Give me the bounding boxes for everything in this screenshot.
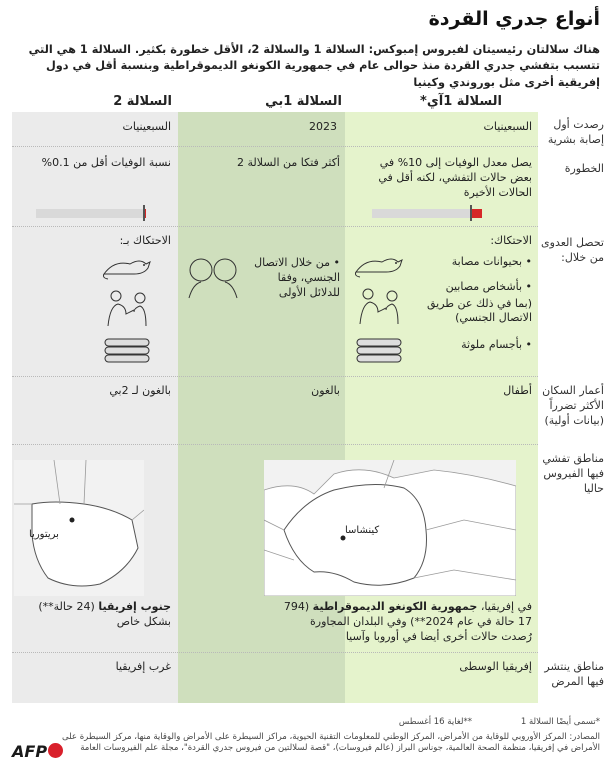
clade2-fatality-bar: [36, 209, 146, 218]
outbreak-prefix: في إفريقيا،: [477, 600, 532, 613]
outbreak-line2: بشكل خاص: [116, 614, 171, 628]
row-separator: [12, 444, 538, 445]
outbreak-other-regions: رُصدت حالات أخرى أيضا في أوروبا وآسيا: [345, 629, 532, 643]
outbreak-country: جنوب إفريقيا: [98, 600, 171, 613]
transmission-item-animals: • بحيوانات مصابة: [451, 254, 532, 268]
footnote-clade1: *تسمى أيضًا السلالة 1: [520, 717, 600, 727]
clade1a-ages: أطفال: [503, 384, 532, 397]
clade1b-first-case: 2023: [309, 120, 337, 133]
clade1a-fatality-cap: [470, 205, 472, 221]
outbreak-country: جمهورية الكونغو الديموقراطية: [312, 600, 478, 613]
clade2-transmission-heading: الاحتكاك بـ:: [119, 234, 171, 247]
clade1a-endemic: إفريقيا الوسطى: [459, 660, 532, 673]
row-label-endemic: مناطق ينتشر فيها المرض: [544, 660, 604, 688]
column-header-clade1a: السلالة 1آي*: [420, 94, 502, 109]
rodent-icon: [100, 252, 154, 286]
drc-map: [264, 460, 516, 596]
transmission-item-people: • بأشخاص مصابين: [445, 279, 532, 293]
row-label-transmission: تحصل العدوى من خلال:: [541, 236, 604, 264]
row-separator: [12, 376, 538, 377]
clade2-severity: نسبة الوفيات أقل من 0.1%: [41, 156, 171, 169]
outbreak-rest: (794 17 حالة في عام 2024**) وفي البلدان المجاورة: [283, 600, 532, 628]
clade1b-ages: بالغون: [311, 384, 340, 397]
row-label-severity: الخطورة: [564, 162, 604, 175]
transmission-heading: الاحتكاك:: [490, 234, 532, 247]
sources: المصادر: المركز الأوروبي للوقاية من الأمراض، المركز الوطني للمعلومات التقنية الحيوية، مراكز السيطرة على الأمراض والوقاية منها، مركز السيطرة على الأمراض في إفريقيا، منظمة الصحة العالمية، جوناس البراز (عالم فيروسات)، "قصة لسلالتين من فيروس جدري القردة"، مجلة علم الفيروسات العامة: [62, 732, 600, 754]
transmission-item-objects: • بأجسام ملوثة: [461, 338, 532, 352]
outbreak-rest: (24 حالة**): [38, 600, 99, 613]
clade2-fatality-cap: [143, 205, 145, 221]
row-label-ages: أعمار السكان الأكثر تضرراً (بيانات أولية): [542, 384, 604, 427]
afp-logo-text: AFP: [12, 742, 48, 761]
clade1a-fatality-bar: [372, 209, 482, 218]
row-label-first-case: رصدت أول إصابة بشرية: [547, 118, 604, 146]
afp-logo: [12, 742, 63, 761]
row-label-outbreak: مناطق تفشي فيها الفيروس حاليا: [542, 452, 604, 495]
towels-icon: [354, 336, 404, 370]
afp-logo-dot: [48, 743, 63, 758]
row-separator: [12, 652, 538, 653]
clade2-ages: بالغون لـ 2بي: [109, 384, 171, 397]
row-separator: [12, 226, 538, 227]
clade1b-severity: أكثر فتكا من السلالة 2: [237, 156, 340, 169]
sexual-contact-icon: [185, 254, 241, 304]
intro-text: هناك سلالتان رئيسيتان لفيروس إمبوكس: السلالة 1 والسلالة 2، الأقل خطورة بكثير. السلالة 1 هي التي تتسبب بتفشي جدري القردة منذ حوالى عام في جمهورية الكونغو الديموقراطية وبنسبة أقل في دول إفريقية أخرى مثل بوروندي وكينيا: [28, 43, 600, 89]
clade1b-transmission: • من خلال الاتصال الجنسي، وفقا للدلائل الأولى: [254, 256, 340, 299]
column-header-clade1b: السلالة 1بي: [265, 94, 342, 109]
clade2-endemic: غرب إفريقيا: [115, 660, 171, 673]
clade1a-transmission: [422, 234, 532, 353]
footnote-date: **لغاية 16 أغسطس: [398, 717, 472, 727]
clade2-first-case: السبعينيات: [122, 120, 171, 133]
clade1a-outbreak: [274, 600, 532, 645]
row-separator: [12, 146, 538, 147]
towels-icon: [102, 336, 152, 370]
clade2-outbreak: [16, 600, 171, 630]
rodent-icon: [352, 250, 406, 284]
column-header-clade2: السلالة 2: [113, 94, 172, 109]
people-contact-icon: [356, 286, 402, 330]
clade1a-first-case: السبعينيات: [483, 120, 532, 133]
clade1a-fatality-fill: [471, 209, 482, 218]
pretoria-label: بريتوريا: [29, 529, 59, 540]
kinshasa-label: كينشاسا: [345, 525, 380, 536]
transmission-item-sexual: (بما في ذلك عن طريق الاتصال الجنسي): [427, 296, 532, 325]
people-contact-icon: [104, 288, 150, 332]
clade1a-severity: يصل معدل الوفيات إلى 10% في بعض حالات التفشي، لكنه أقل في الحالات الأخيرة: [378, 156, 532, 199]
page-title: أنواع جدري القردة: [428, 8, 600, 30]
